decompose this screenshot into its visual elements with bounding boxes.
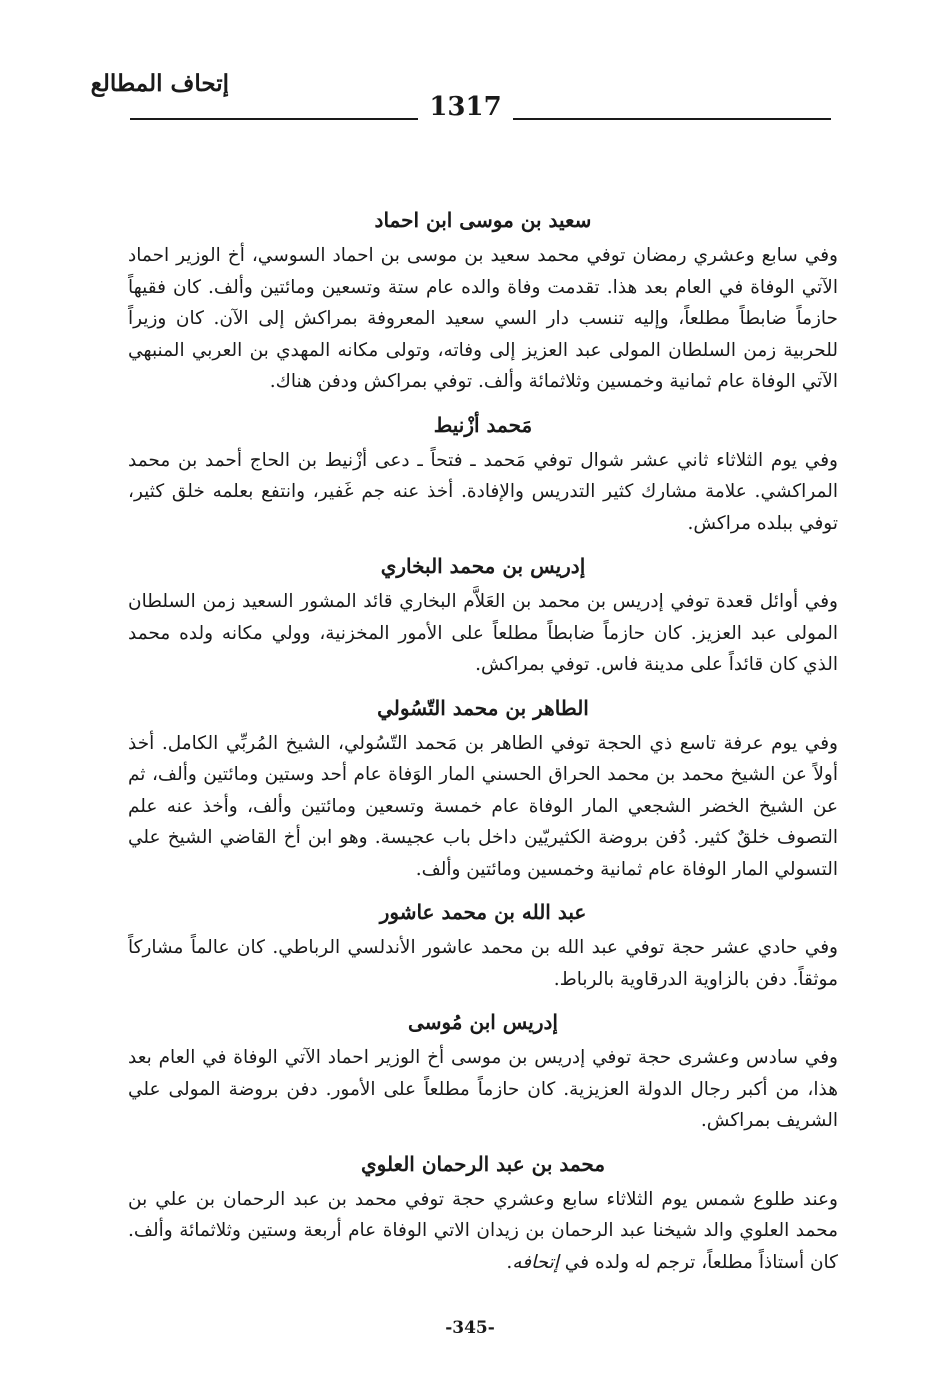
entry-paragraph: وفي أوائل قعدة توفي إدريس بن محمد بن العَلاَّم البخاري قائد المشور السعيد زمن السلطان المولى عبد العزيز. كان حازماً ضابطاً مطلعاً على الأمور المخزنية، وولي مكانه ولده محمد الذي كان قائداً على مدينة فاس. توفي بمراكش. [128,591,838,675]
entry-heading: عبد الله بن محمد عاشور [379,900,587,924]
entry-paragraph: وفي سادس وعشرى حجة توفي إدريس بن موسى أخ الوزير احماد الآتي الوفاة في العام بعد هذا، من أكبر رجال الدولة العزيزية. كان حازماً مطلعاً على الأمور. دفن بروضة المولى علي الشريف بمراكش. [128,1047,838,1131]
entry-heading: سعيد بن موسى ابن احماد [374,208,592,232]
page-number: 1317 [429,92,502,122]
entry-heading: إدريس بن محمد البخاري [380,554,586,578]
entry-paragraph: وفي سابع وعشري رمضان توفي محمد سعيد بن موسى بن احماد السوسي، أخ الوزير احماد الآتي الوفاة في العام بعد هذا. تقدمت وفاة والده عام ستة وتسعين ومائتين وألف. كان فقيهاً حازماً ضابطاً مطلعاً، وإليه تنسب دار السي سعيد المعروفة بمراكش إلى الآن. كان وزيراً للحربية زمن السلطان المولى عبد العزيز إلى وفاته، وتولى مكانه المهدي بن العربي المنبهي الآتي الوفاة عام ثمانية وخمسين وثلاثمائة وألف. توفي بمراكش ودفن هناك. [128,245,838,392]
book-title: إتحافه [512,1251,559,1273]
entry-text-end: . [506,1251,513,1273]
entry-heading: الطاهر بن محمد التّسُولي [377,695,589,720]
entry-paragraph: وفي حادي عشر حجة توفي عبد الله بن محمد عاشور الأندلسي الرباطي. كان عالماً مشاركاً موثقاً. دفن بالزاوية الدرقاوية بالرباط. [128,937,838,990]
entry-text: وعند طلوع شمس يوم الثلاثاء سابع وعشري حجة توفي محمد بن عبد الرحمان بن علي بن محمد العلوي والد شيخنا عبد الرحمان بن زيدان الاتي الوفاة عام أربعة وستين وثلاثمائة وألف. كان أستاذاً مطلعاً، ترجم له ولده في [128,1188,838,1273]
entry-paragraph: وفي يوم الثلاثاء ثاني عشر شوال توفي مَحمد ـ فتحاً ـ دعى أزْنيط بن الحاج أحمد بن محمد المراكشي. علامة مشارك كثير التدريس والإفادة. أخذ عنه جم غَفير، وانتفع بعلمه خلق كثير، توفي ببلده مراكش. [128,449,838,534]
folio: -345- [445,1318,495,1338]
entry-heading: مَحمد أزْنيط [433,412,533,437]
entry-paragraph [128,1184,838,1279]
header-rule-right [513,118,831,120]
entry-heading: إدريس ابن مُوسى [408,1010,558,1034]
body-text [128,200,838,1285]
entry-paragraph: وفي يوم عرفة تاسع ذي الحجة توفي الطاهر بن مَحمد التّسُولي، الشيخ المُربِّي الكامل. أخذ أولاً عن الشيخ محمد بن محمد الحراق الحسني المار الوَفاة عام أحد وستين ومائتين وألف، ثم عن الشيخ الخضر الشجعي المار الوفاة عام خمسة وتسعين ومائتين وألف، وأخذ عنه علم التصوف خلقٌ كثير. دُفن بروضة الكثيريّين داخل باب عجيسة. وهو ابن أخ القاضي الشيخ علي التسولي المار الوفاة عام ثمانية وخمسين ومائتين وألف. [128,732,838,880]
header-rule-left [130,118,418,120]
entry-heading: محمد بن عبد الرحمان العلوي [360,1151,606,1176]
running-title: إتحاف المطالع [90,70,229,97]
